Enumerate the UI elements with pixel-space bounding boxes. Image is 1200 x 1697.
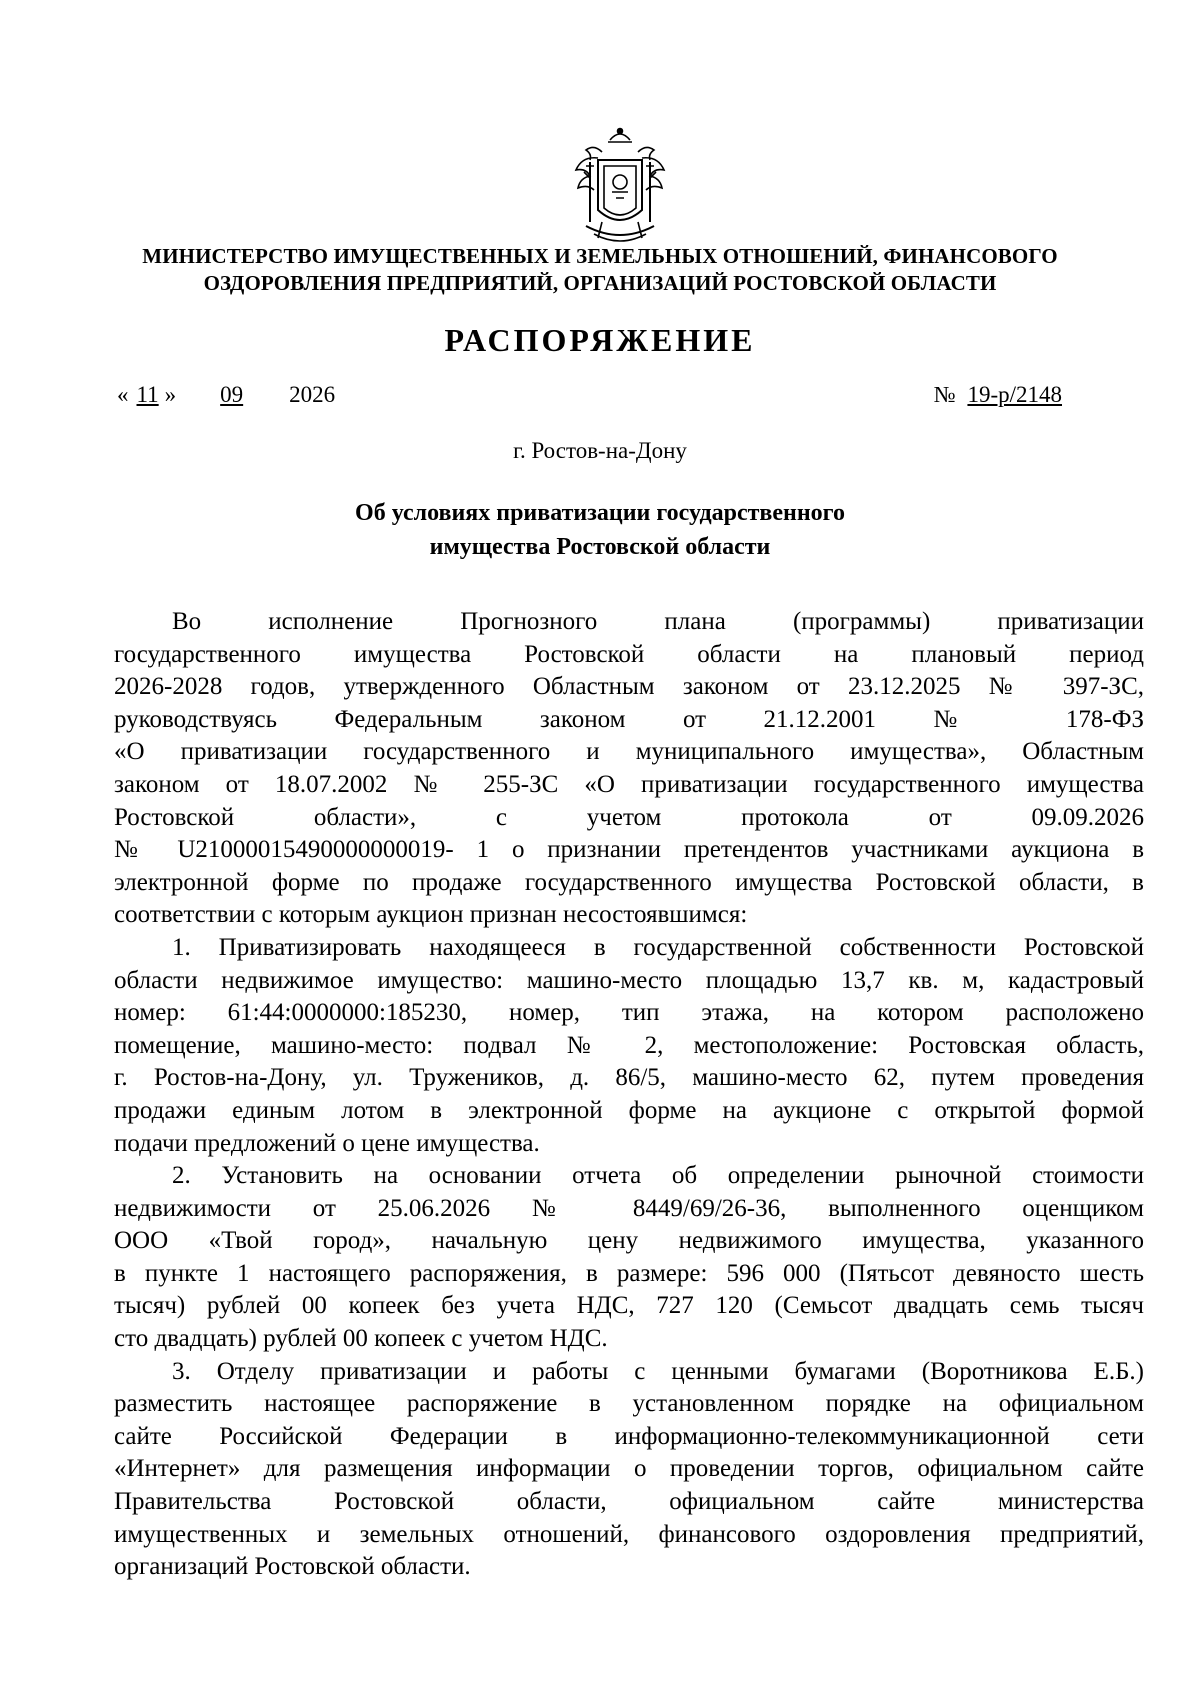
body-line: организаций Ростовской области. bbox=[114, 1553, 471, 1581]
document-title bbox=[0, 496, 1200, 564]
body-line: Ростовской области», с учетом протокола от 09.09.2026 bbox=[114, 803, 1144, 831]
document-number-value: 19-р/2148 bbox=[967, 382, 1062, 407]
document-number bbox=[934, 382, 1070, 408]
ministry-name-line-2: ОЗДОРОВЛЕНИЯ ПРЕДПРИЯТИЙ, ОРГАНИЗАЦИЙ РОСТОВСКОЙ ОБЛАСТИ bbox=[203, 271, 997, 295]
body-line: ООО «Твой город», начальную цену недвижимого имущества, указанного bbox=[114, 1227, 1144, 1255]
body-line: г. Ростов-на-Дону, ул. Тружеников, д. 86/5, машино-место 62, путем проведения bbox=[114, 1064, 1144, 1092]
body-line: электронной форме по продаже государственного имущества Ростовской области, в bbox=[114, 868, 1144, 896]
body-line: № U21000015490000000019- 1 о признании претендентов участниками аукциона в bbox=[114, 836, 1144, 864]
date-month: 09 bbox=[220, 382, 244, 407]
body-line: недвижимости от 25.06.2026 № 8449/69/26-36, выполненного оценщиком bbox=[114, 1194, 1144, 1222]
body-line: области недвижимое имущество: машино-место площадью 13,7 кв. м, кадастровый bbox=[114, 966, 1144, 994]
body-line: законом от 18.07.2002 № 255-ЗС «О приватизации государственного имущества bbox=[114, 770, 1144, 798]
body-line: сто двадцать) рублей 00 копеек с учетом НДС. bbox=[114, 1325, 608, 1353]
body-line: сайте Российской Федерации в информационно-телекоммуникационной сети bbox=[114, 1422, 1144, 1450]
body-line: помещение, машино-место: подвал № 2, местоположение: Ростовская область, bbox=[114, 1031, 1144, 1059]
document-type-heading: РАСПОРЯЖЕНИЕ bbox=[444, 322, 756, 358]
body-line: Правительства Ростовской области, официальном сайте министерства bbox=[114, 1488, 1144, 1516]
body-line: имущественных и земельных отношений, финансового оздоровления предприятий, bbox=[114, 1520, 1144, 1548]
document-body bbox=[114, 606, 1144, 1584]
date-day: 11 bbox=[136, 382, 159, 407]
document-title-line-2: имущества Ростовской области bbox=[429, 534, 771, 560]
body-line: в пункте 1 настоящего распоряжения, в размере: 596 000 (Пятьсот девяносто шесть bbox=[114, 1259, 1144, 1287]
body-line: Во исполнение Прогнозного плана (программы) приватизации bbox=[172, 608, 1144, 635]
quote-open: « bbox=[117, 382, 129, 407]
date-year: 2026 bbox=[289, 382, 336, 407]
body-line: 2. Установить на основании отчета об определении рыночной стоимости bbox=[172, 1162, 1144, 1190]
document-date bbox=[117, 382, 335, 408]
body-line: соответствии с которым аукцион признан несостоявшимся: bbox=[114, 901, 748, 929]
body-line: 3. Отделу приватизации и работы с ценными бумагами (Воротникова Е.Б.) bbox=[172, 1357, 1144, 1385]
quote-close: » bbox=[164, 382, 177, 407]
ministry-name-line-1: МИНИСТЕРСТВО ИМУЩЕСТВЕННЫХ И ЗЕМЕЛЬНЫХ ОТНОШЕНИЙ, ФИНАНСОВОГО bbox=[142, 244, 1058, 268]
ministry-name bbox=[100, 243, 1100, 297]
body-line: номер: 61:44:0000000:185230, номер, тип этажа, на котором расположено bbox=[114, 999, 1144, 1027]
body-line: 2026-2028 годов, утвержденного Областным законом от 23.12.2025 № 397-ЗС, bbox=[114, 673, 1144, 701]
body-line: тысяч) рублей 00 копеек без учета НДС, 727 120 (Семьсот двадцать семь тысяч bbox=[114, 1292, 1144, 1320]
body-line: 1. Приватизировать находящееся в государственной собственности Ростовской bbox=[172, 933, 1144, 961]
document-city: г. Ростов-на-Дону bbox=[513, 438, 687, 463]
number-sign: № bbox=[933, 382, 956, 407]
body-line: продажи единым лотом в электронной форме на аукционе с открытой формой bbox=[114, 1096, 1144, 1124]
document-title-line-1: Об условиях приватизации государственного bbox=[355, 500, 845, 526]
body-line: «Интернет» для размещения информации о проведении торгов, официальном сайте bbox=[114, 1455, 1144, 1483]
coat-of-arms-icon bbox=[572, 126, 668, 250]
body-line: подачи предложений о цене имущества. bbox=[114, 1129, 540, 1157]
body-line: руководствуясь Федеральным законом от 21.12.2001 № 178-ФЗ bbox=[114, 705, 1144, 733]
body-line: разместить настоящее распоряжение в установленном порядке на официальном bbox=[114, 1390, 1144, 1418]
body-line: государственного имущества Ростовской области на плановый период bbox=[114, 640, 1144, 668]
body-line: «О приватизации государственного и муниципального имущества», Областным bbox=[114, 738, 1144, 766]
